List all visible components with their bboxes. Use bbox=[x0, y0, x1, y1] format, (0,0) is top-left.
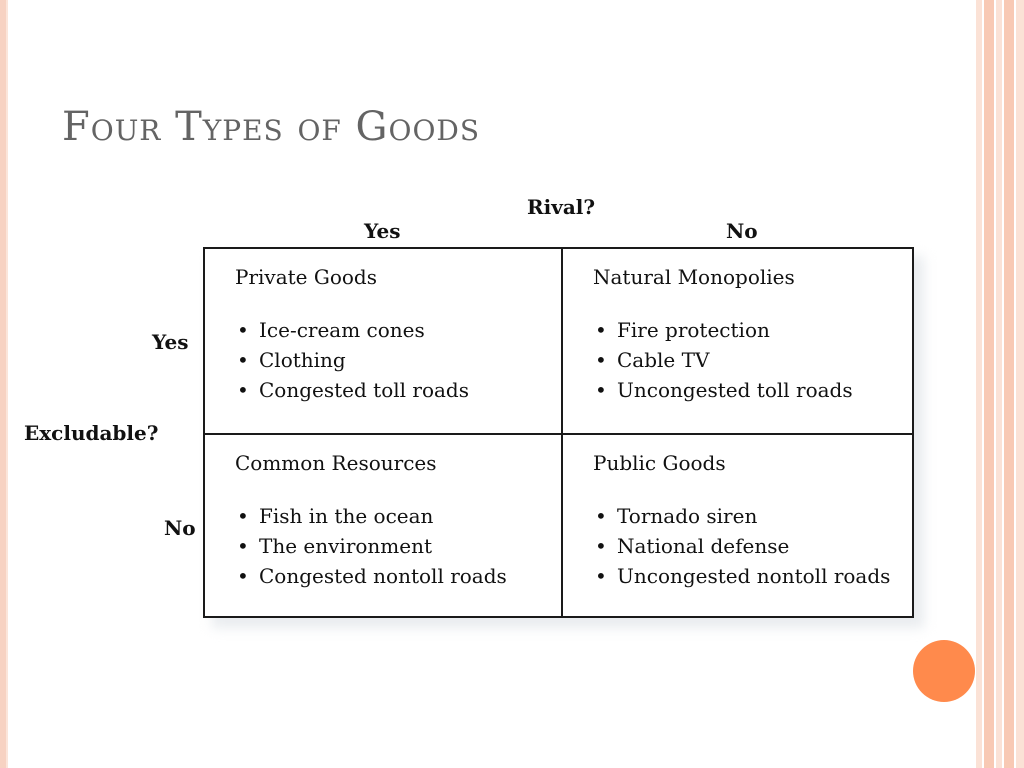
list-item: • National defense bbox=[595, 534, 790, 558]
list-item: • Clothing bbox=[237, 348, 346, 372]
cell-title: Public Goods bbox=[593, 451, 726, 475]
cell-common-resources bbox=[235, 451, 565, 591]
cell-private-goods bbox=[235, 265, 565, 405]
excludable-yes-label: Yes bbox=[152, 330, 189, 354]
cell-natural-monopolies bbox=[593, 265, 923, 405]
list-item: • Congested nontoll roads bbox=[237, 564, 507, 588]
cell-public-goods bbox=[593, 451, 923, 591]
goods-matrix bbox=[203, 247, 914, 618]
excludable-no-label: No bbox=[164, 516, 196, 540]
right-stripe-decoration bbox=[976, 0, 1024, 768]
rival-axis-label: Rival? bbox=[527, 195, 596, 219]
rival-yes-label: Yes bbox=[364, 219, 401, 243]
list-item: • The environment bbox=[237, 534, 433, 558]
accent-circle bbox=[913, 640, 975, 702]
slide-title: Four Types of Goods bbox=[62, 104, 481, 150]
list-item: • Uncongested toll roads bbox=[595, 378, 853, 402]
left-border-decoration bbox=[0, 0, 6, 768]
list-item: • Uncongested nontoll roads bbox=[595, 564, 891, 588]
list-item: • Ice-cream cones bbox=[237, 318, 425, 342]
cell-title: Common Resources bbox=[235, 451, 437, 475]
list-item: • Fish in the ocean bbox=[237, 504, 434, 528]
cell-title: Private Goods bbox=[235, 265, 377, 289]
list-item: • Cable TV bbox=[595, 348, 710, 372]
list-item: • Tornado siren bbox=[595, 504, 758, 528]
cell-title: Natural Monopolies bbox=[593, 265, 795, 289]
rival-no-label: No bbox=[726, 219, 758, 243]
list-item: • Fire protection bbox=[595, 318, 770, 342]
excludable-axis-label: Excludable? bbox=[24, 421, 159, 445]
list-item: • Congested toll roads bbox=[237, 378, 469, 402]
horizontal-divider bbox=[205, 433, 912, 435]
